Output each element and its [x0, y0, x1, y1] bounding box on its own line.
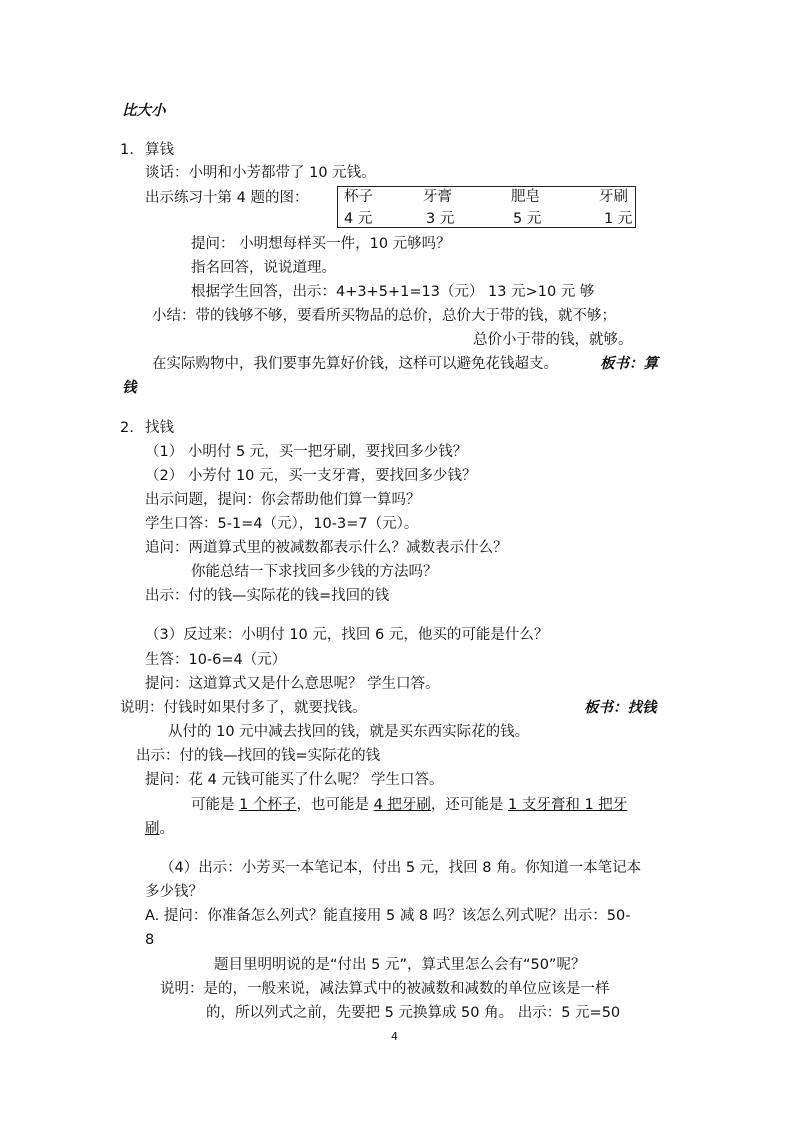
board-note: 钱: [122, 380, 137, 396]
board-note: 板书：算: [600, 356, 658, 372]
summary-line: 总价小于带的钱，就够。: [473, 332, 633, 348]
section-2-heading: 找钱: [145, 420, 174, 436]
tip-line: 在实际购物中，我们要事先算好价钱，这样可以避免花钱超支。: [152, 356, 558, 372]
text-line: 追问：两道算式里的被减数都表示什么？减数表示什么？: [145, 540, 508, 556]
underlined-answer: 4 把牙刷: [373, 797, 431, 813]
text-line: 从付的 10 元中减去找回的钱，就是买东西实际花的钱。: [168, 724, 530, 740]
question-line: 提问： 小明想每样买一件，10 元够吗？: [191, 236, 451, 252]
possibility-line-continued: [145, 819, 174, 839]
text-segment: ，还可能是: [430, 797, 509, 813]
item-price: 1 元: [604, 211, 633, 227]
price-table: [337, 186, 636, 228]
item-price: 4 元: [344, 211, 373, 227]
page-number: 4: [391, 1030, 398, 1043]
text-line: 提问：花 4 元钱可能买了什么呢？ 学生口答。: [145, 772, 444, 788]
formula-line: 出示：付的钱—找回的钱=实际花的钱: [136, 748, 381, 764]
problem-line: （1） 小明付 5 元，买一把牙刷，要找回多少钱？: [145, 444, 468, 460]
text-segment: 。: [159, 821, 174, 837]
problem-line: （3）反过来：小明付 10 元，找回 6 元，他买的可能是什么？: [145, 627, 549, 643]
doc-title: 比大小: [122, 103, 166, 119]
problem-line: （2） 小芳付 10 元，买一支牙膏，要找回多少钱？: [145, 468, 477, 484]
text-line: 提问：这道算式又是什么意思呢？ 学生口答。: [145, 676, 440, 692]
answer-line: 指名回答，说说道理。: [191, 260, 336, 276]
underlined-answer: 刷: [145, 821, 160, 837]
show-label: 出示练习十第 4 题的图：: [145, 190, 309, 206]
problem-line: 多少钱？: [145, 884, 203, 900]
text-line: 出示问题，提问：你会帮助他们算一算吗？: [145, 492, 421, 508]
text-line: 说明：是的，一般来说，减法算式中的被减数和减数的单位应该是一样: [160, 981, 610, 997]
item-price: 3 元: [426, 211, 455, 227]
item-name: 肥皂: [511, 189, 540, 205]
text-line: 题目里明明说的是“付出 5 元”，算式里怎么会有“50”呢？: [214, 957, 586, 973]
item-name: 牙刷: [599, 189, 628, 205]
section-1-number: 1.: [120, 142, 134, 158]
section-2-number: 2.: [120, 420, 134, 436]
text-segment: ，也可能是: [296, 797, 374, 813]
section-1-heading: 算钱: [145, 142, 174, 158]
item-price: 5 元: [513, 211, 542, 227]
text-line: 你能总结一下求找回多少钱的方法吗？: [191, 564, 438, 580]
text-line: 生答：10-6=4（元）: [145, 652, 287, 668]
problem-line: （4）出示：小芳买一本笔记本，付出 5 元，找回 8 角。你知道一本笔记本: [160, 860, 642, 876]
text-line: 学生口答：5-1=4（元），10-3=7（元）。: [145, 516, 419, 532]
text-line: 的，所以列式之前，先要把 5 元换算成 50 角。 出示：5 元=50: [206, 1005, 621, 1021]
calculation-line: 根据学生回答，出示：4+3+5+1=13（元） 13 元>10 元 够: [191, 284, 595, 300]
text-line: 8: [145, 932, 155, 948]
formula-line: 出示：付的钱—实际花的钱=找回的钱: [145, 588, 390, 604]
underlined-answer: 1 支牙膏和 1 把牙: [508, 797, 628, 813]
item-name: 牙膏: [423, 189, 452, 205]
possibility-line: [191, 795, 627, 815]
underlined-answer: 1 个杯子: [239, 797, 297, 813]
talk-line: 谈话：小明和小芳都带了 10 元钱。: [145, 165, 376, 181]
summary-line: 小结：带的钱够不够，要看所买物品的总价，总价大于带的钱，就不够；: [152, 308, 616, 324]
text-segment: 可能是: [191, 797, 240, 813]
board-note: 板书：找钱: [584, 700, 657, 716]
item-name: 杯子: [344, 189, 373, 205]
text-line: 说明：付钱时如果付多了，就要找钱。: [120, 700, 367, 716]
text-line: A. 提问：你准备怎么列式？能直接用 5 减 8 吗？该怎么列式呢？出示：50-: [145, 908, 631, 924]
